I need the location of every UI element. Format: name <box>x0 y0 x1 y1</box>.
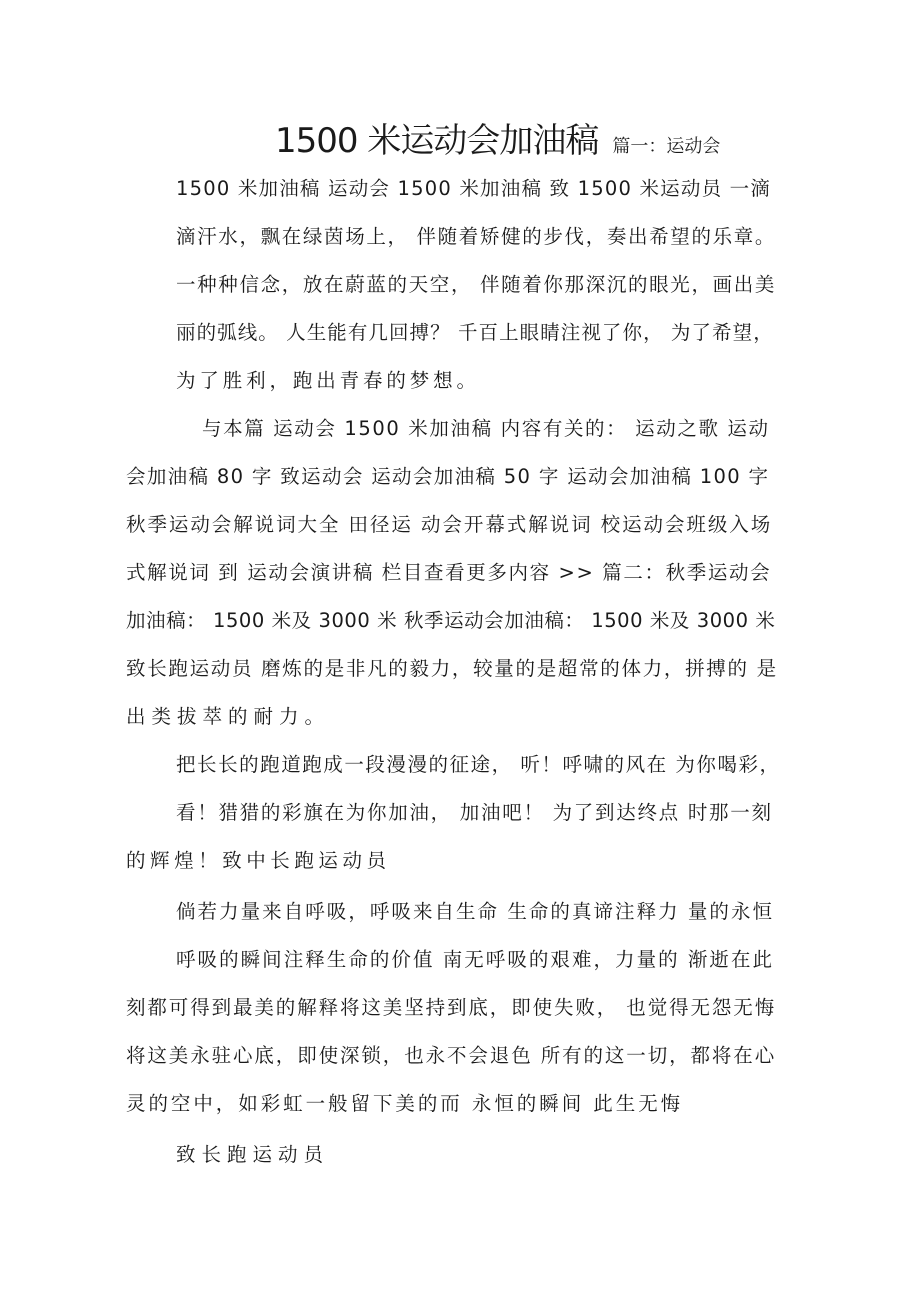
text-line: 致长跑运动员 <box>176 1143 330 1166</box>
text-line: 的辉煌！致中长跑运动员 <box>126 849 391 872</box>
text-line: 呼吸的瞬间注释生命的价值 南无呼吸的艰难，力量的 渐逝在此 <box>176 948 775 971</box>
text-line: 刻都可得到最美的解释将这美坚持到底，即使失败， 也觉得无怨无悔 <box>126 996 777 1019</box>
text-line: 将这美永驻心底，即使深锁，也永不会退色 所有的这一切，都将在心 <box>126 1044 777 1067</box>
text-line: 看！猎猎的彩旗在为你加油， 加油吧！ 为了到达终点 时那一刻 <box>176 801 773 824</box>
text-line: 1500 米加油稿 运动会 1500 米加油稿 致 1500 米运动员 一滴 <box>176 177 772 200</box>
text-line: 与本篇 运动会 1500 米加油稿 内容有关的： 运动之歌 运动 <box>202 417 770 440</box>
text-line: 出类拔萃的耐力。 <box>126 705 331 728</box>
text-line: 一种种信念，放在蔚蓝的天空， 伴随着你那深沉的眼光，画出美 <box>176 273 777 296</box>
text-line: 秋季运动会解说词大全 田径运 动会开幕式解说词 校运动会班级入场 <box>126 513 773 536</box>
text-line: 把长长的跑道跑成一段漫漫的征途， 听！呼啸的风在 为你喝彩， <box>176 753 781 776</box>
text-line: 会加油稿 80 字 致运动会 运动会加油稿 50 字 运动会加油稿 100 字 <box>126 465 770 488</box>
text-line: 加油稿： 1500 米及 3000 米 秋季运动会加油稿： 1500 米及 3000 米 <box>126 609 776 632</box>
title-subtitle: 篇一：运动会 <box>612 136 721 157</box>
text-line: 丽的弧线。 人生能有几回搏？ 千百上眼睛注视了你， 为了希望， <box>176 321 774 344</box>
text-line: 灵的空中，如彩虹一般留下美的而 永恒的瞬间 此生无悔 <box>126 1092 684 1115</box>
text-line: 为了胜利，跑出青春的梦想。 <box>176 369 480 392</box>
title-main: 1500 米运动会加油稿 <box>275 121 599 161</box>
text-line: 倘若力量来自呼吸，呼吸来自生命 生命的真谛注释力 量的永恒 <box>176 900 775 923</box>
text-line: 致长跑运动员 磨炼的是非凡的毅力，较量的是超常的体力，拼搏的 是 <box>126 657 778 680</box>
page-title <box>275 113 720 162</box>
text-line: 滴汗水，飘在绿茵场上， 伴随着矫健的步伐，奏出希望的乐章。 <box>176 225 777 248</box>
text-line: 式解说词 到 运动会演讲稿 栏目查看更多内容 >> 篇二：秋季运动会 <box>126 561 772 584</box>
